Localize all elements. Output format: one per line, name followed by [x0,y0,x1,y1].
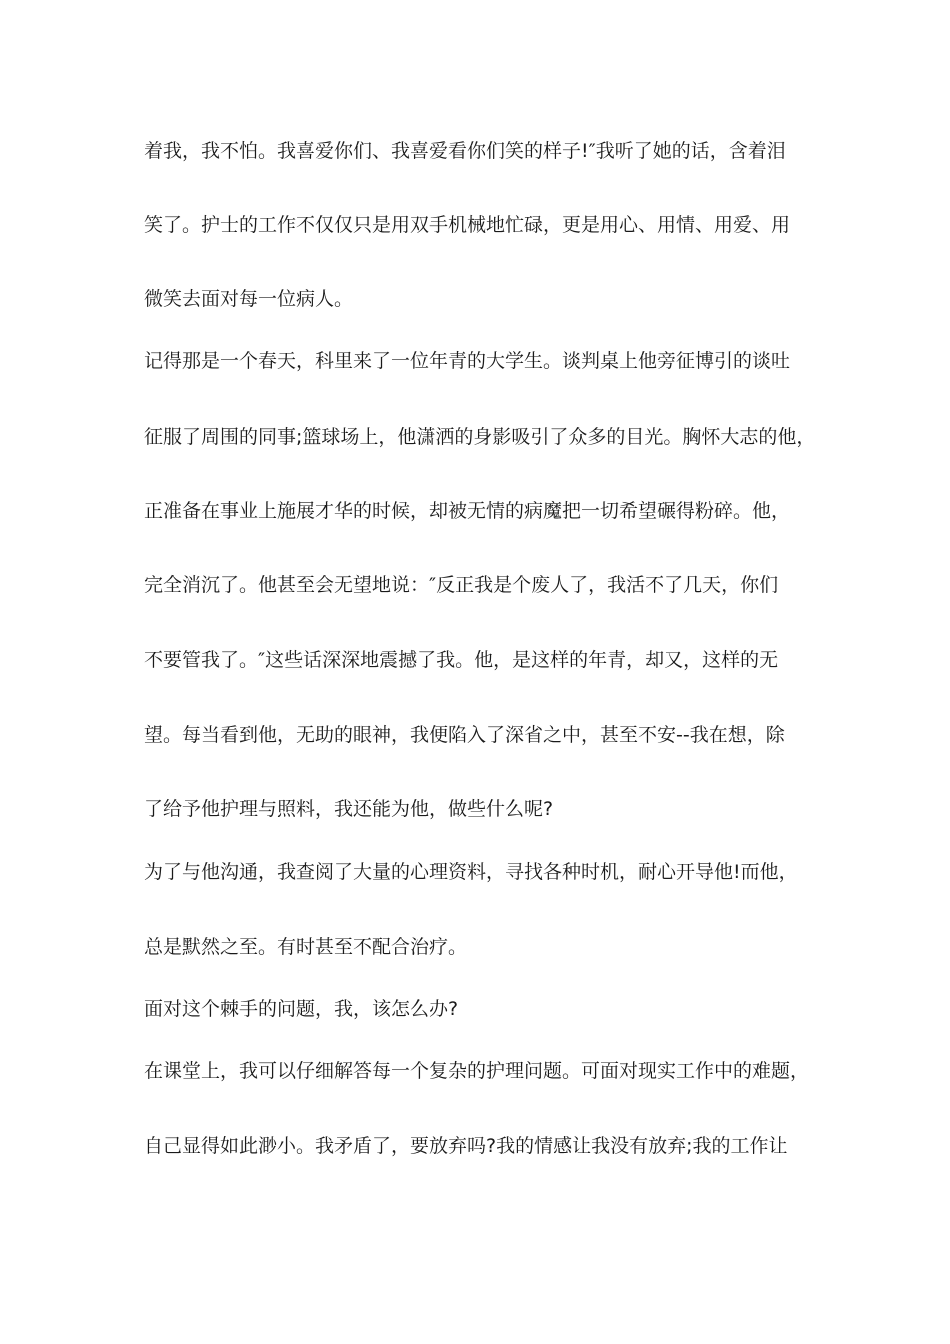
text-line: 正准备在事业上施展才华的时候，却被无情的病魔把一切希望碾得粉碎。他， [144,500,791,522]
text-line: 面对这个棘手的问题，我，该怎么办? [144,998,459,1020]
text-line: 总是默然之至。有时甚至不配合治疗。 [144,936,468,958]
text-line: 不要管我了。″这些话深深地震撼了我。他，是这样的年青，却又，这样的无 [144,649,779,671]
text-line: 为了与他沟通，我查阅了大量的心理资料，寻找各种时机，耐心开导他!而他， [144,861,798,883]
text-line: 了给予他护理与照料，我还能为他，做些什么呢? [144,798,554,820]
text-line: 望。每当看到他，无助的眼神，我便陷入了深省之中，甚至不安--我在想，除 [144,724,785,746]
text-line: 记得那是一个春天，科里来了一位年青的大学生。谈判桌上他旁征博引的谈吐 [144,350,791,372]
text-line: 在课堂上，我可以仔细解答每一个复杂的护理问题。可面对现实工作中的难题， [144,1060,810,1082]
text-line: 完全消沉了。他甚至会无望地说：″反正我是个废人了，我活不了几天，你们 [144,574,779,596]
text-line: 着我，我不怕。我喜爱你们、我喜爱看你们笑的样子!″我听了她的话，含着泪 [144,140,786,162]
text-line: 微笑去面对每一位病人。 [144,288,354,310]
text-line: 笑了。护士的工作不仅仅只是用双手机械地忙碌，更是用心、用情、用爱、用 [144,214,791,236]
text-line: 自己显得如此渺小。我矛盾了，要放弃吗?我的情感让我没有放弃;我的工作让 [144,1135,788,1157]
text-line: 征服了周围的同事;篮球场上，他潇洒的身影吸引了众多的目光。胸怀大志的他， [144,426,816,448]
